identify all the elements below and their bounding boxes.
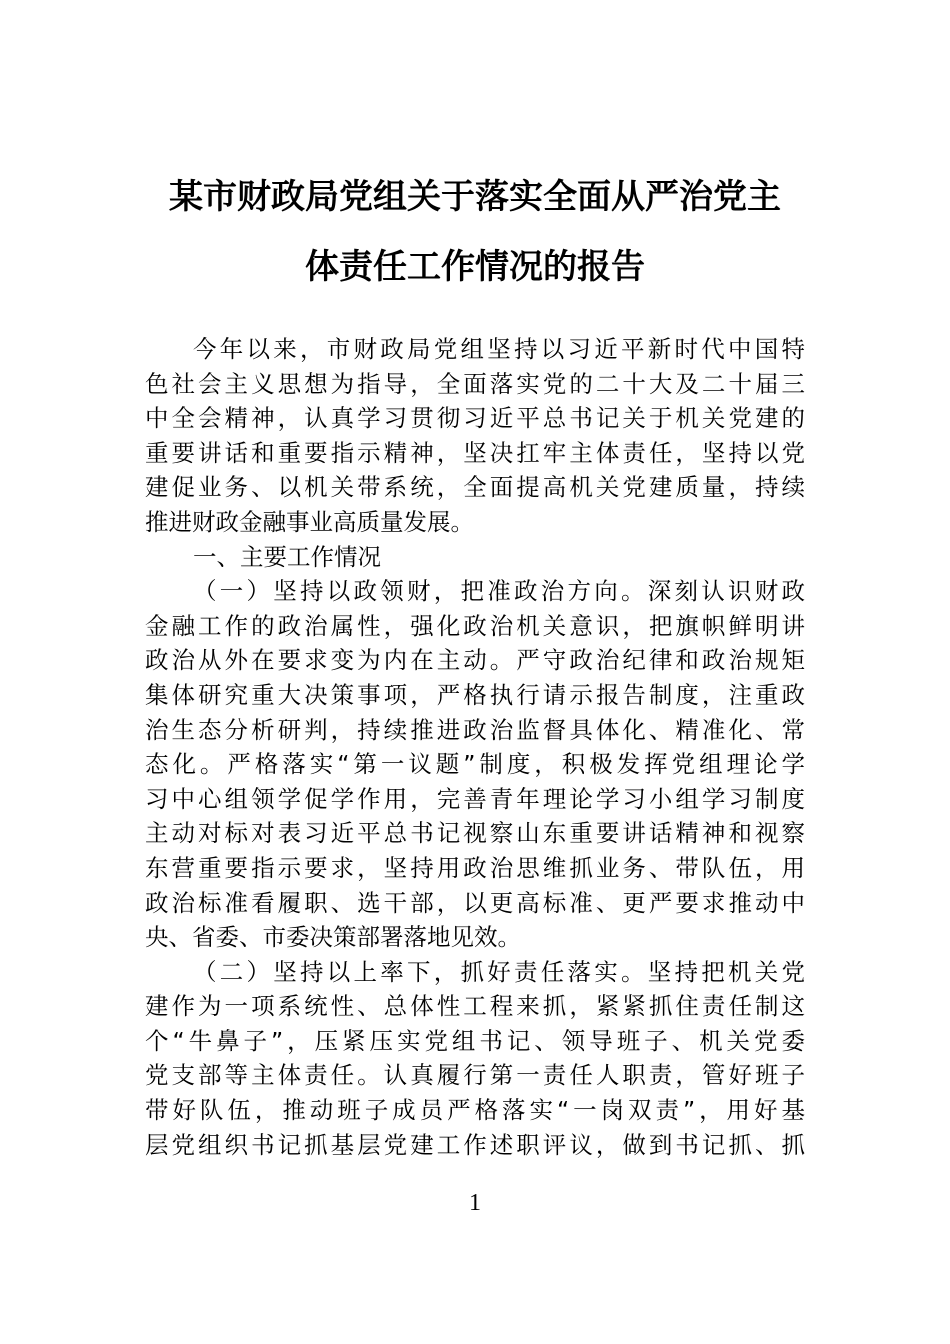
body-text-line: 一、主要工作情况 [193,542,381,571]
body-text-line: 东营重要指示要求，坚持用政治思维抓业务、带队伍，用 [145,853,805,882]
body-text-line: 集体研究重大决策事项，严格执行请示报告制度，注重政 [145,680,805,709]
body-text-line: 央、省委、市委决策部署落地见效。 [145,923,521,952]
document-title-line-1: 某市财政局党组关于落实全面从严治党主 [169,177,781,217]
body-text-line: （一）坚持以政领财，把准政治方向。深刻认识财政 [193,577,805,606]
body-text-line: 今年以来，市财政局党组坚持以习近平新时代中国特 [193,335,805,363]
body-text-line: 建促业务、以机关带系统，全面提高机关党建质量，持续 [145,473,805,502]
body-text-line: 重要讲话和重要指示精神，坚决扛牢主体责任，坚持以党 [145,438,805,467]
body-text-line: 中全会精神，认真学习贯彻习近平总书记关于机关党建的 [145,404,805,433]
body-text-line: 推进财政金融事业高质量发展。 [145,507,474,536]
document-title-line-2: 体责任工作情况的报告 [305,247,645,287]
body-text-line: 习中心组领学促学作用，完善青年理论学习小组学习制度 [145,784,805,813]
body-text-line: 金融工作的政治属性，强化政治机关意识，把旗帜鲜明讲 [145,611,805,640]
page-number: 1 [469,1190,481,1216]
body-text-line: 政治标准看履职、选干部，以更高标准、更严要求推动中 [145,888,805,917]
body-text-line: 带好队伍，推动班子成员严格落实“一岗双责”，用好基 [145,1096,805,1125]
body-text-line: 主动对标对表习近平总书记视察山东重要讲话精神和视察 [145,819,805,848]
body-text-line: 色社会主义思想为指导，全面落实党的二十大及二十届三 [145,369,805,398]
document-body [145,332,805,1162]
body-text-line: 党支部等主体责任。认真履行第一责任人职责，管好班子 [145,1061,805,1090]
body-text-line: 政治从外在要求变为内在主动。严守政治纪律和政治规矩 [145,646,805,675]
body-text-line: 治生态分析研判，持续推进政治监督具体化、精准化、常 [145,715,805,744]
body-text-line: （二）坚持以上率下，抓好责任落实。坚持把机关党 [193,957,805,986]
body-text-line: 个“牛鼻子”，压紧压实党组书记、领导班子、机关党委 [145,1026,805,1055]
body-text-line: 态化。严格落实“第一议题”制度，积极发挥党组理论学 [145,750,805,779]
body-text-line: 建作为一项系统性、总体性工程来抓，紧紧抓住责任制这 [145,992,805,1021]
body-text-line: 层党组织书记抓基层党建工作述职评议，做到书记抓、抓 [145,1130,805,1159]
